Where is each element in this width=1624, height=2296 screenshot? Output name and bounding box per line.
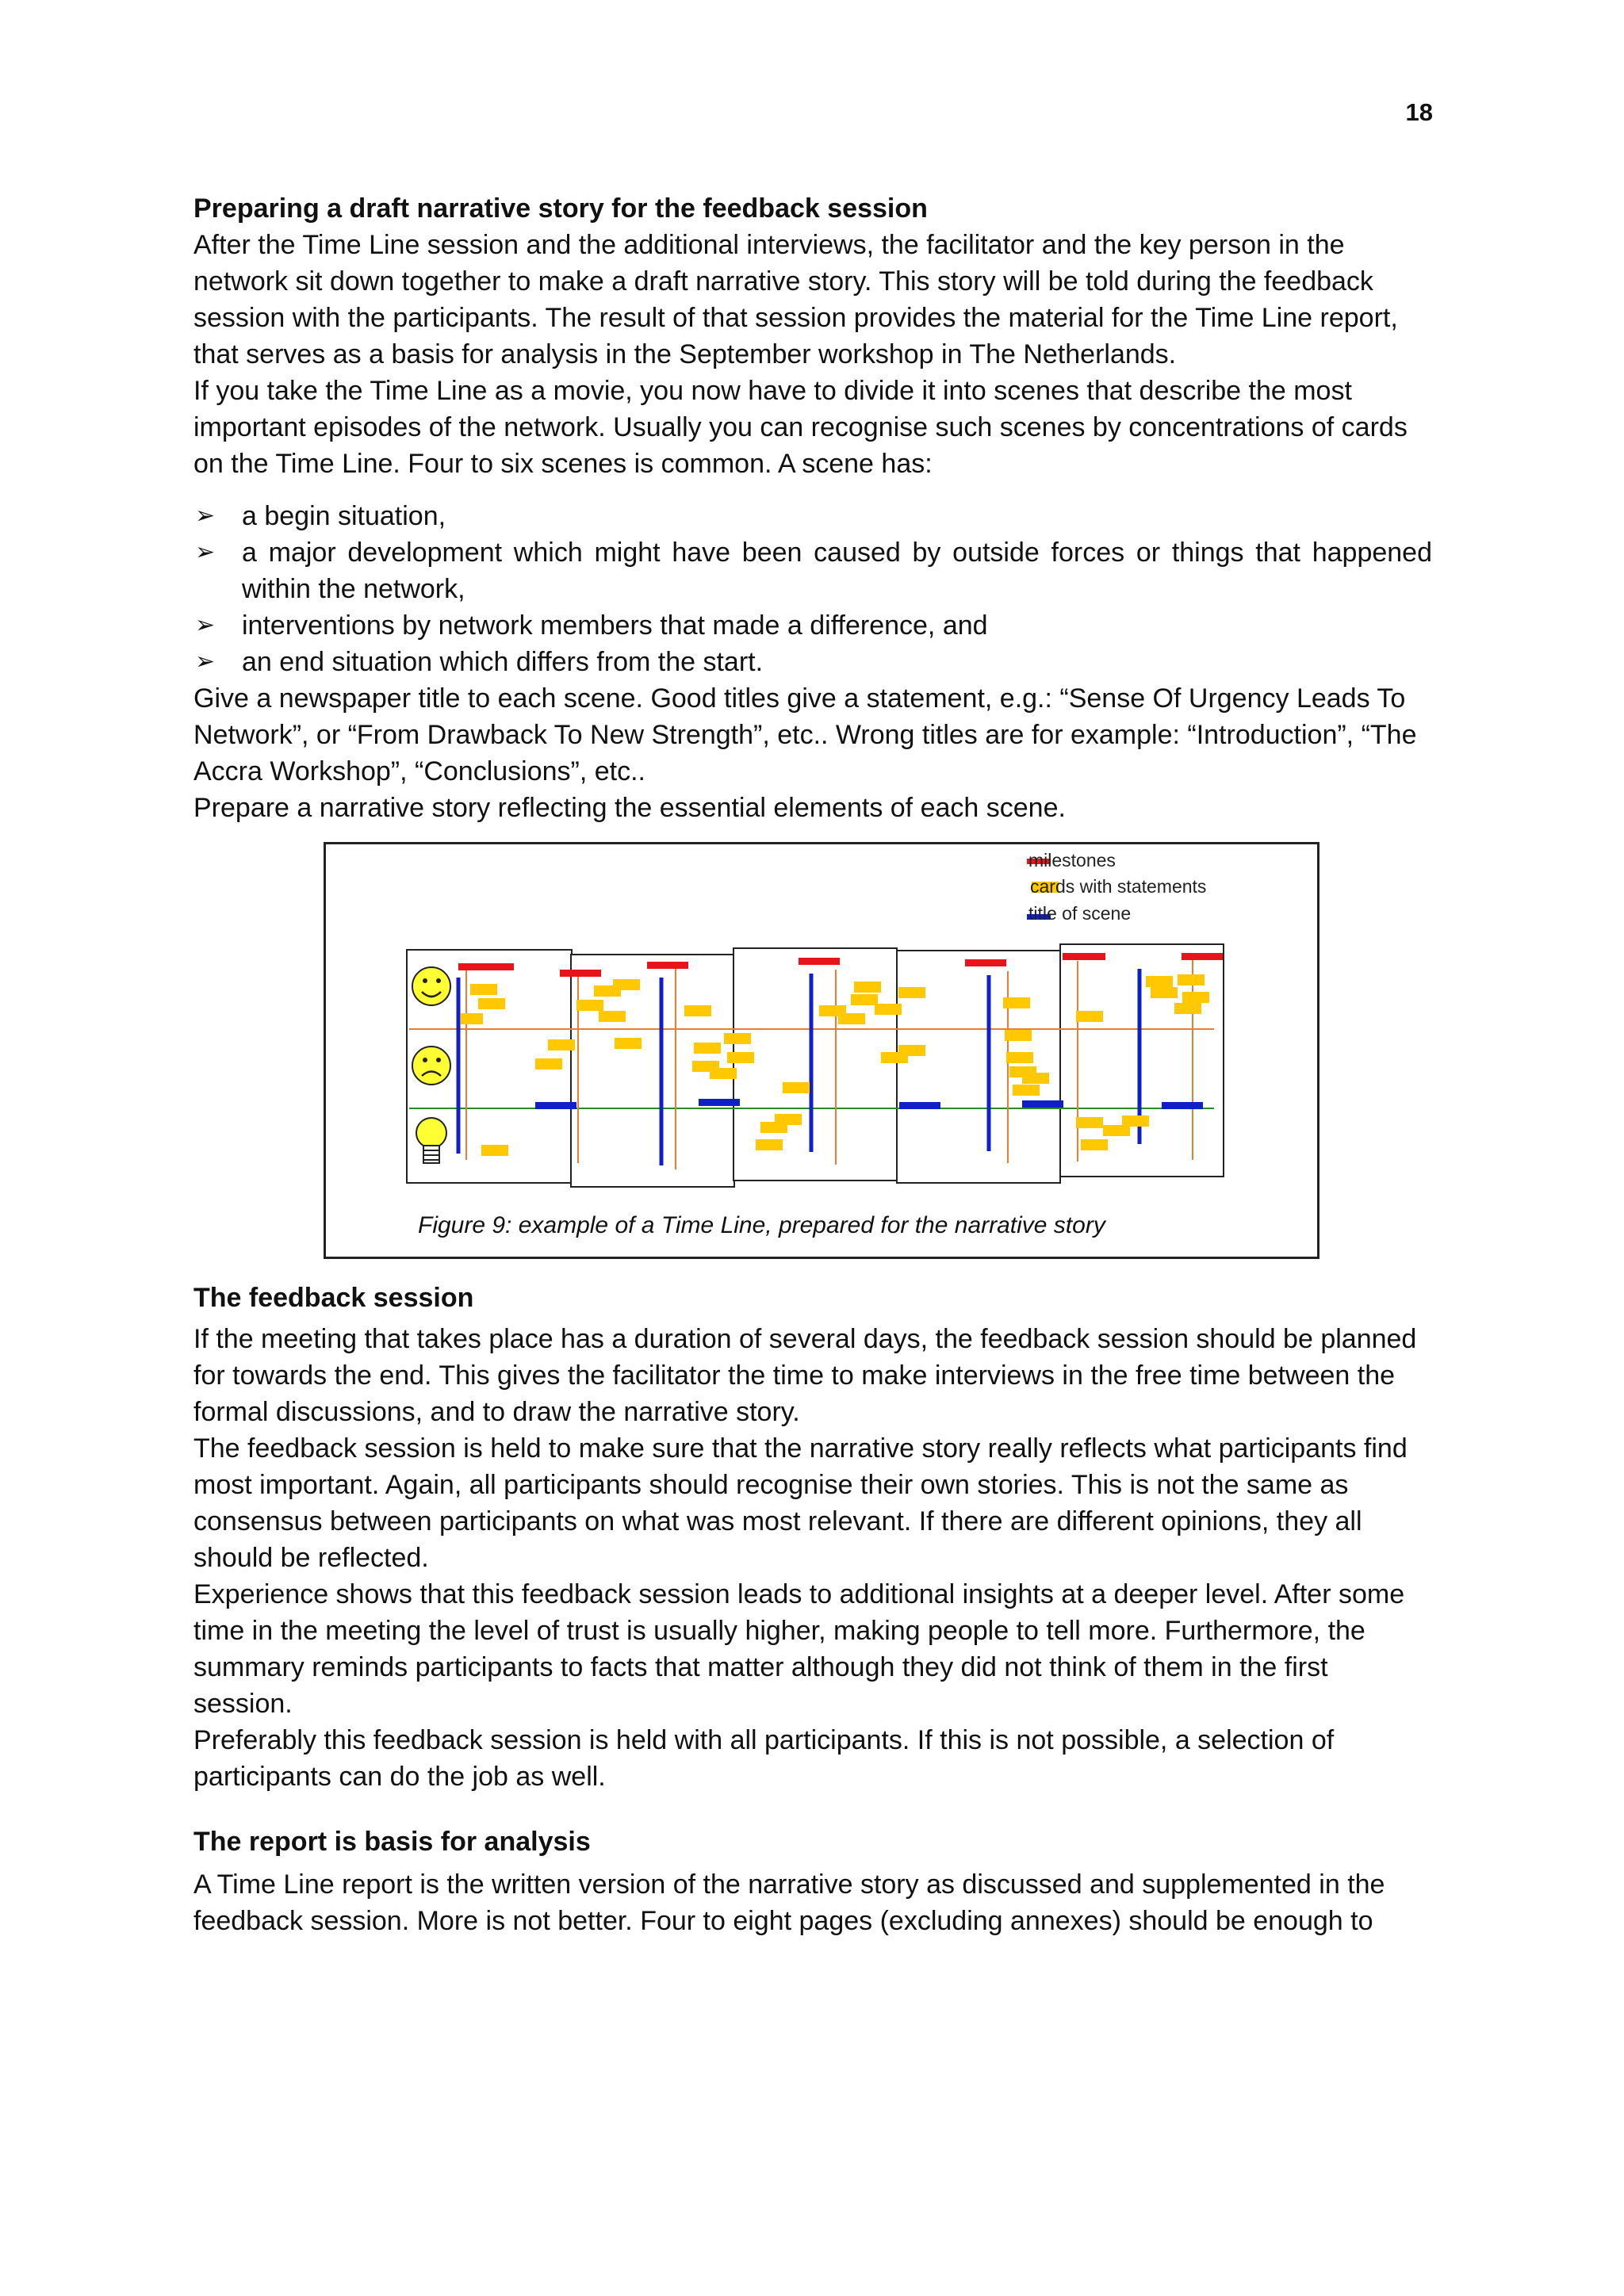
card (615, 1038, 642, 1049)
arrow-bullet-icon: ➢ (195, 649, 216, 675)
scene-title-marker (535, 1102, 576, 1109)
paragraph: Give a newspaper title to each scene. Good titles give a statement, e.g.: “Sense Of Urgency Leads To Network”, or “From Drawback To New Strength”, etc.. Wrong titles are for example: “Introduction”, “The Accra Workshop”, “Conclusions”, etc.. (193, 683, 1417, 786)
milestone-marker (647, 962, 688, 969)
scene-title-marker (899, 1102, 940, 1109)
card (1103, 1125, 1130, 1136)
time-line-diagram (326, 844, 1317, 1257)
card (760, 1122, 787, 1133)
legend-label-scene-title: title of scene (1028, 903, 1132, 924)
list-item-text: a begin situation, (242, 501, 446, 531)
card (599, 1011, 626, 1022)
card (724, 1033, 751, 1044)
card (1006, 1052, 1033, 1063)
list-item-text: interventions by network members that made a difference, and (242, 610, 988, 641)
card (854, 982, 881, 993)
paragraph: Prepare a narrative story reflecting the essential elements of each scene. (193, 793, 1066, 823)
legend-label-cards: cards with statements (1030, 876, 1207, 897)
card (535, 1058, 562, 1070)
milestone-marker (965, 959, 1006, 966)
scene-panels (407, 944, 1224, 1187)
paragraph: If the meeting that takes place has a duration of several days, the feedback session should be planned for towards the end. This gives the facilitator the time to make interviews in the free time between the formal discussions, and to draw the narrative story. (193, 1324, 1417, 1427)
card (838, 1013, 865, 1024)
card (851, 994, 878, 1005)
card (756, 1139, 783, 1150)
figure-caption: Figure 9: example of a Time Line, prepared for the narrative story (418, 1212, 1105, 1238)
card (710, 1068, 737, 1079)
card (613, 979, 640, 990)
frowny-icon (412, 1047, 450, 1085)
section-heading-draft-narrative: Preparing a draft narrative story for the feedback session (193, 193, 928, 224)
paragraph: Experience shows that this feedback session leads to additional insights at a deeper level. After some time in the meeting the level of trust is usually higher, making people to tell more. Furthermore, the summary reminds participants to facts that matter although they did not think of them in the first session. (193, 1579, 1405, 1719)
scene-title-marker (699, 1099, 740, 1106)
smiley-icon (412, 967, 450, 1005)
card (727, 1052, 754, 1063)
list-item (193, 607, 1432, 644)
milestone-marker (1063, 953, 1105, 960)
arrow-bullet-icon: ➢ (195, 539, 216, 565)
card (470, 984, 497, 995)
card (1076, 1011, 1103, 1022)
card (481, 1145, 508, 1156)
paragraph: Preferably this feedback session is held with all participants. If this is not possible, a selection of participants can do the job as well. (193, 1725, 1335, 1792)
list-item-text: a major development which might have been caused by outside forces or things that happened within the network, (242, 538, 1432, 604)
card (881, 1052, 908, 1063)
card (684, 1005, 711, 1016)
list-item (193, 534, 1432, 607)
list-item-text: an end situation which differs from the start. (242, 647, 764, 677)
page-number: 18 (1405, 98, 1433, 126)
scene-title-marker (1022, 1100, 1063, 1108)
card (478, 998, 505, 1009)
card (783, 1082, 810, 1093)
milestone-marker (799, 958, 840, 965)
card (898, 987, 925, 998)
list-item (193, 498, 1432, 534)
milestone-marker (1182, 953, 1223, 960)
card (1081, 1139, 1108, 1150)
card (694, 1043, 721, 1054)
milestone-marker (458, 963, 514, 970)
arrow-bullet-icon: ➢ (195, 503, 216, 529)
card (1122, 1115, 1149, 1127)
paragraph: After the Time Line session and the additional interviews, the facilitator and the key person in the network sit down together to make a draft narrative story. This story will be told during the feedback session with the participants. The result of that session provides the material for the Time Line report, that serves as a basis for analysis in the September workshop in The Netherlands. (193, 230, 1398, 369)
card (1076, 1117, 1103, 1128)
card (1151, 987, 1178, 998)
page-content (193, 190, 1432, 1939)
card (1182, 992, 1209, 1003)
legend-label-milestones: milestones (1028, 850, 1116, 871)
paragraph: A Time Line report is the written version of the narrative story as discussed and supplemented in the feedback session. More is not better. Four to eight pages (excluding annexes) should be enough to (193, 1869, 1385, 1936)
paragraph: The feedback session is held to make sure that the narrative story really reflects what participants find most important. Again, all participants should recognise their own stories. This is not the same as consensus between participants on what was most relevant. If there are different opinions, they all should be reflected. (193, 1433, 1408, 1573)
card (461, 1013, 483, 1024)
card (576, 1000, 603, 1011)
scene-elements-list (193, 498, 1432, 680)
list-item (193, 644, 1432, 680)
card (875, 1004, 902, 1015)
card (1013, 1085, 1040, 1096)
card (1146, 976, 1173, 987)
section-heading-report-analysis: The report is basis for analysis (193, 1827, 591, 1857)
milestone-marker (560, 970, 601, 977)
time-line-figure (324, 842, 1320, 1259)
scene-title-marker (1162, 1102, 1203, 1109)
arrow-bullet-icon: ➢ (195, 612, 216, 638)
card (1178, 974, 1205, 985)
card (1022, 1073, 1049, 1084)
card (548, 1039, 575, 1050)
figure-legend (1027, 850, 1206, 924)
card (1003, 997, 1030, 1008)
card (1174, 1003, 1201, 1014)
paragraph: If you take the Time Line as a movie, you now have to divide it into scenes that describe the most important episodes of the network. Usually you can recognise such scenes by concentrations of cards on the Time Line. Four to six scenes is common. A scene has: (193, 376, 1408, 479)
section-heading-feedback-session: The feedback session (193, 1283, 474, 1313)
card (1005, 1030, 1032, 1041)
